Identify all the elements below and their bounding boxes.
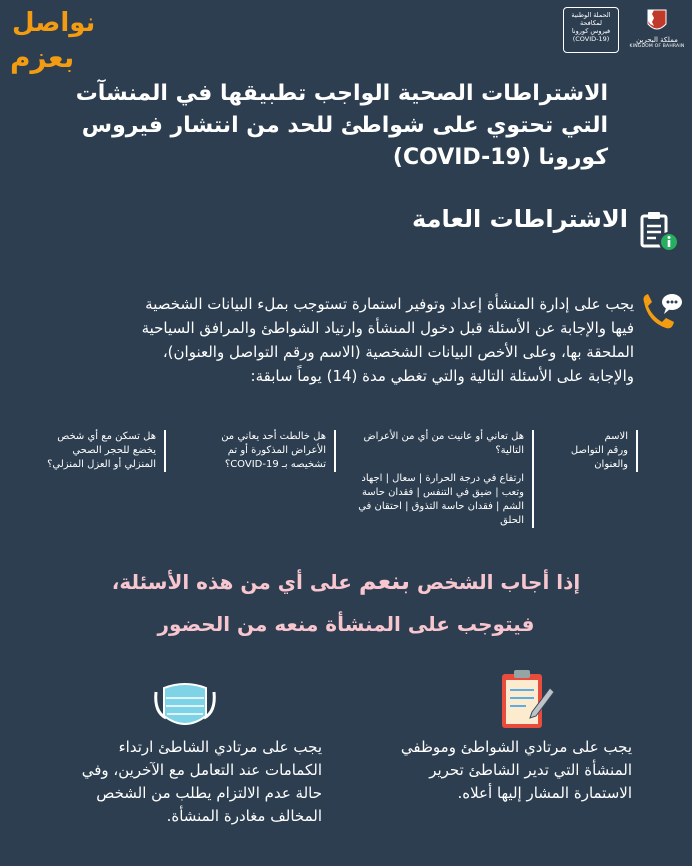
clipboard-info-icon (636, 210, 682, 256)
alert-pre: إذا أجاب الشخص (410, 570, 581, 594)
question-symptoms (344, 430, 534, 528)
form-pen-icon (496, 668, 556, 732)
campaign-line: فيروس كورونا (571, 27, 611, 36)
q4-line: المنزلي أو العزل المنزلي؟ (47, 459, 156, 470)
note-line: المخالف مغادرة المنشأة. (166, 807, 322, 825)
question-personal-data (548, 430, 638, 472)
note-line: يجب على مرتادي الشاطئ ارتداء (118, 738, 322, 756)
nuwasil-logo (4, 4, 96, 82)
note-line: المنشأة التي تدير الشاطئ تحرير (429, 761, 632, 779)
title-line: الاشتراطات الصحية الواجب تطبيقها في المنشآت (75, 81, 608, 106)
phone-chat-icon (636, 288, 684, 336)
note-line: الكمامات عند التعامل مع الآخرين، وفي (81, 761, 322, 779)
q3-line: الأعراض المذكورة أو تم (227, 445, 326, 456)
alert-line2: فيتوجب على المنشأة منعه من الحضور (157, 612, 535, 636)
section-heading: الاشتراطات العامة (412, 205, 628, 233)
kingdom-name-en: KINGDOM OF BAHRAIN (629, 44, 685, 49)
q1-line: الاسم (604, 431, 628, 442)
q2-symptom-line: وتعب | ضيق في التنفس | فقدان حاسة (361, 487, 524, 498)
q2-title-line: هل تعاني أو عانيت من أي من الأعراض (363, 431, 524, 442)
q4-line: يخضع للحجر الصحي (72, 445, 156, 456)
question-contact (176, 430, 336, 472)
intro-paragraph (34, 292, 634, 388)
form-requirement-note (372, 736, 632, 805)
intro-line: يجب على إدارة المنشأة إعداد وتوفير استمارة تستوجب بملء البيانات الشخصية (145, 295, 634, 313)
alert-emphasis: بنعم (358, 567, 411, 595)
q3-line: هل خالطت أحد يعاني من (221, 431, 326, 442)
kingdom-emblem (627, 6, 687, 58)
alert-line1 (0, 560, 692, 603)
campaign-line: الحملة الوطنية (571, 11, 611, 19)
note-line: حالة عدم الالتزام يطلب من الشخص (96, 784, 322, 802)
intro-line: الملحقة بها، وعلى الأخص البيانات الشخصية (الاسم ورقم التواصل والعنوان)، (162, 343, 634, 361)
intro-line: والإجابة على الأسئلة التالية والتي تغطي مدة (14) يوماً سابقة: (250, 367, 634, 385)
q2-symptom-line: الشم | فقدان حاسة التذوق | احتقان في (358, 501, 524, 512)
campaign-line: (COVID-19) (572, 35, 610, 44)
q2-title-line: التالية؟ (495, 445, 524, 456)
page-title (48, 78, 608, 174)
campaign-line: لمكافحة (579, 19, 603, 28)
campaign-logo (563, 7, 619, 53)
kingdom-name-ar: مملكة البحرين (636, 36, 678, 44)
title-line: التي تحتوي على شواطئ للحد من انتشار فيروس (81, 113, 608, 138)
q2-symptom-line: الحلق (500, 515, 524, 526)
q2-symptom-line: ارتفاع في درجة الحرارة | سعال | اجهاد (361, 473, 524, 484)
intro-line: فيها والإجابة عن الأسئلة قبل دخول المنشأة وارتياد الشواطئ والمرافق السياحية (141, 319, 634, 337)
q1-line: ورقم التواصل (570, 445, 628, 456)
face-mask-icon (152, 678, 218, 734)
alert-post: على أي من هذه الأسئلة، (111, 570, 359, 594)
note-line: الاستمارة المشار إليها أعلاه. (457, 784, 632, 802)
mask-requirement-note (32, 736, 322, 828)
logo-line2: بعزم (10, 41, 75, 74)
title-line: كورونا (COVID-19) (392, 145, 608, 170)
alert-message (0, 560, 692, 645)
q1-line: والعنوان (594, 459, 628, 470)
q3-line: تشخيصه بـ COVID-19؟ (224, 459, 326, 470)
logo-line1: نواصل (12, 8, 96, 38)
note-line: يجب على مرتادي الشواطئ وموظفي (400, 738, 632, 756)
question-quarantine (6, 430, 166, 472)
bahrain-crest-icon (642, 6, 672, 36)
q4-line: هل تسكن مع أي شخص (57, 431, 156, 442)
